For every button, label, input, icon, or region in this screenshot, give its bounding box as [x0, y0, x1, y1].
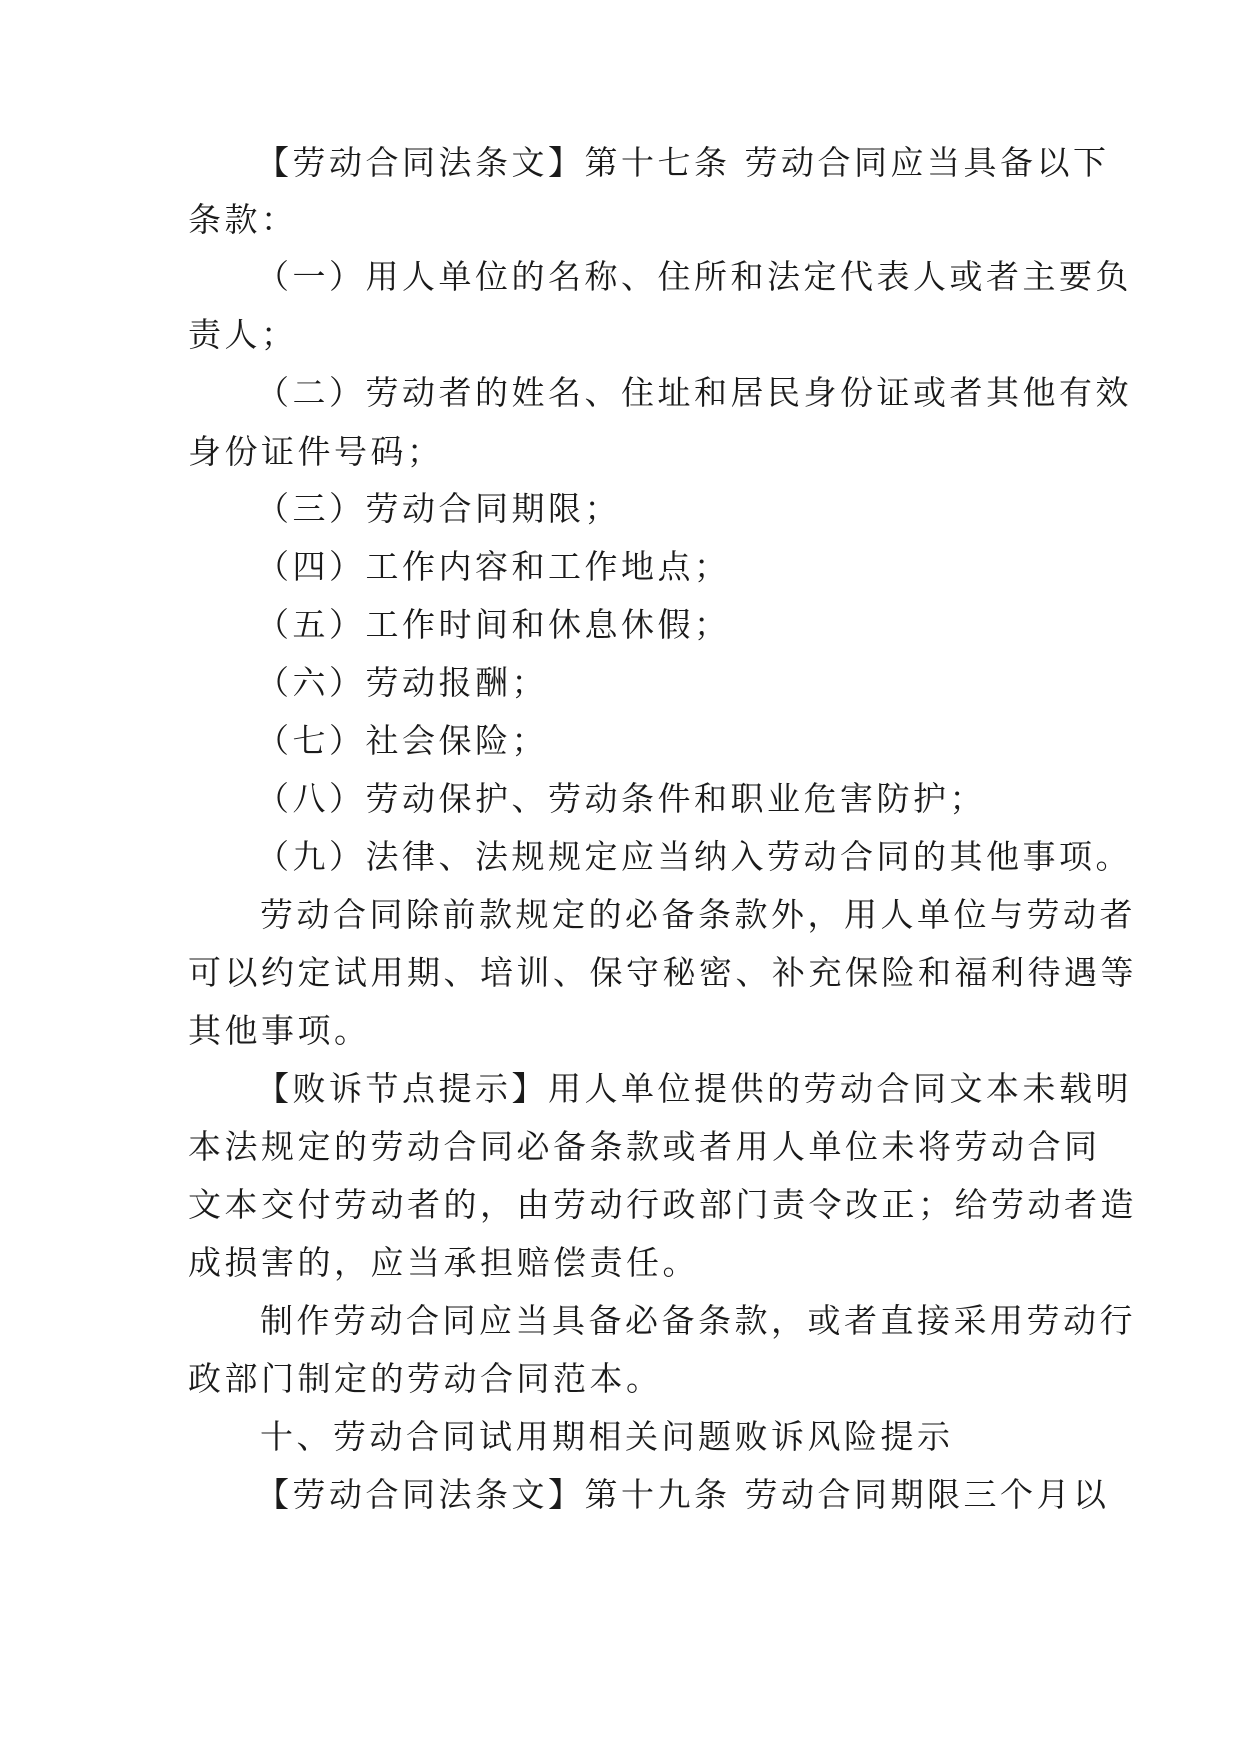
text-line: 文本交付劳动者的，由劳动行政部门责令改正；给劳动者造: [188, 1185, 1137, 1224]
text-line: 政部门制定的劳动合同范本。: [188, 1359, 663, 1398]
text-line: 劳动合同除前款规定的必备条款外，用人单位与劳动者: [260, 895, 1136, 934]
text-line: 成损害的，应当承担赔偿责任。: [188, 1243, 699, 1282]
text-line: 【劳动合同法条文】第十九条 劳动合同期限三个月以: [256, 1475, 1110, 1514]
text-line: 制作劳动合同应当具备必备条款，或者直接采用劳动行: [260, 1301, 1136, 1340]
text-line: 可以约定试用期、培训、保守秘密、补充保险和福利待遇等: [188, 953, 1137, 992]
text-line: 责人；: [188, 315, 298, 354]
text-line: （六）劳动报酬；: [256, 663, 548, 702]
text-line: （一）用人单位的名称、住所和法定代表人或者主要负: [256, 257, 1132, 296]
text-line: 其他事项。: [188, 1011, 371, 1050]
text-line: （七）社会保险；: [256, 721, 548, 760]
text-line: （八）劳动保护、劳动条件和职业危害防护；: [256, 779, 986, 818]
text-line: 【败诉节点提示】用人单位提供的劳动合同文本未载明: [256, 1069, 1132, 1108]
text-line: （二）劳动者的姓名、住址和居民身份证或者其他有效: [256, 373, 1132, 412]
section-heading: 十、劳动合同试用期相关问题败诉风险提示: [260, 1417, 954, 1456]
text-line: 【劳动合同法条文】第十七条 劳动合同应当具备以下: [256, 143, 1110, 182]
text-line: （三）劳动合同期限；: [256, 489, 621, 528]
text-line: 身份证件号码；: [188, 432, 444, 471]
text-line: 条款：: [188, 200, 298, 239]
text-line: （五）工作时间和休息休假；: [256, 605, 731, 644]
text-line: 本法规定的劳动合同必备条款或者用人单位未将劳动合同: [188, 1127, 1101, 1166]
text-line: （九）法律、法规规定应当纳入劳动合同的其他事项。: [256, 837, 1132, 876]
text-line: （四）工作内容和工作地点；: [256, 547, 731, 586]
